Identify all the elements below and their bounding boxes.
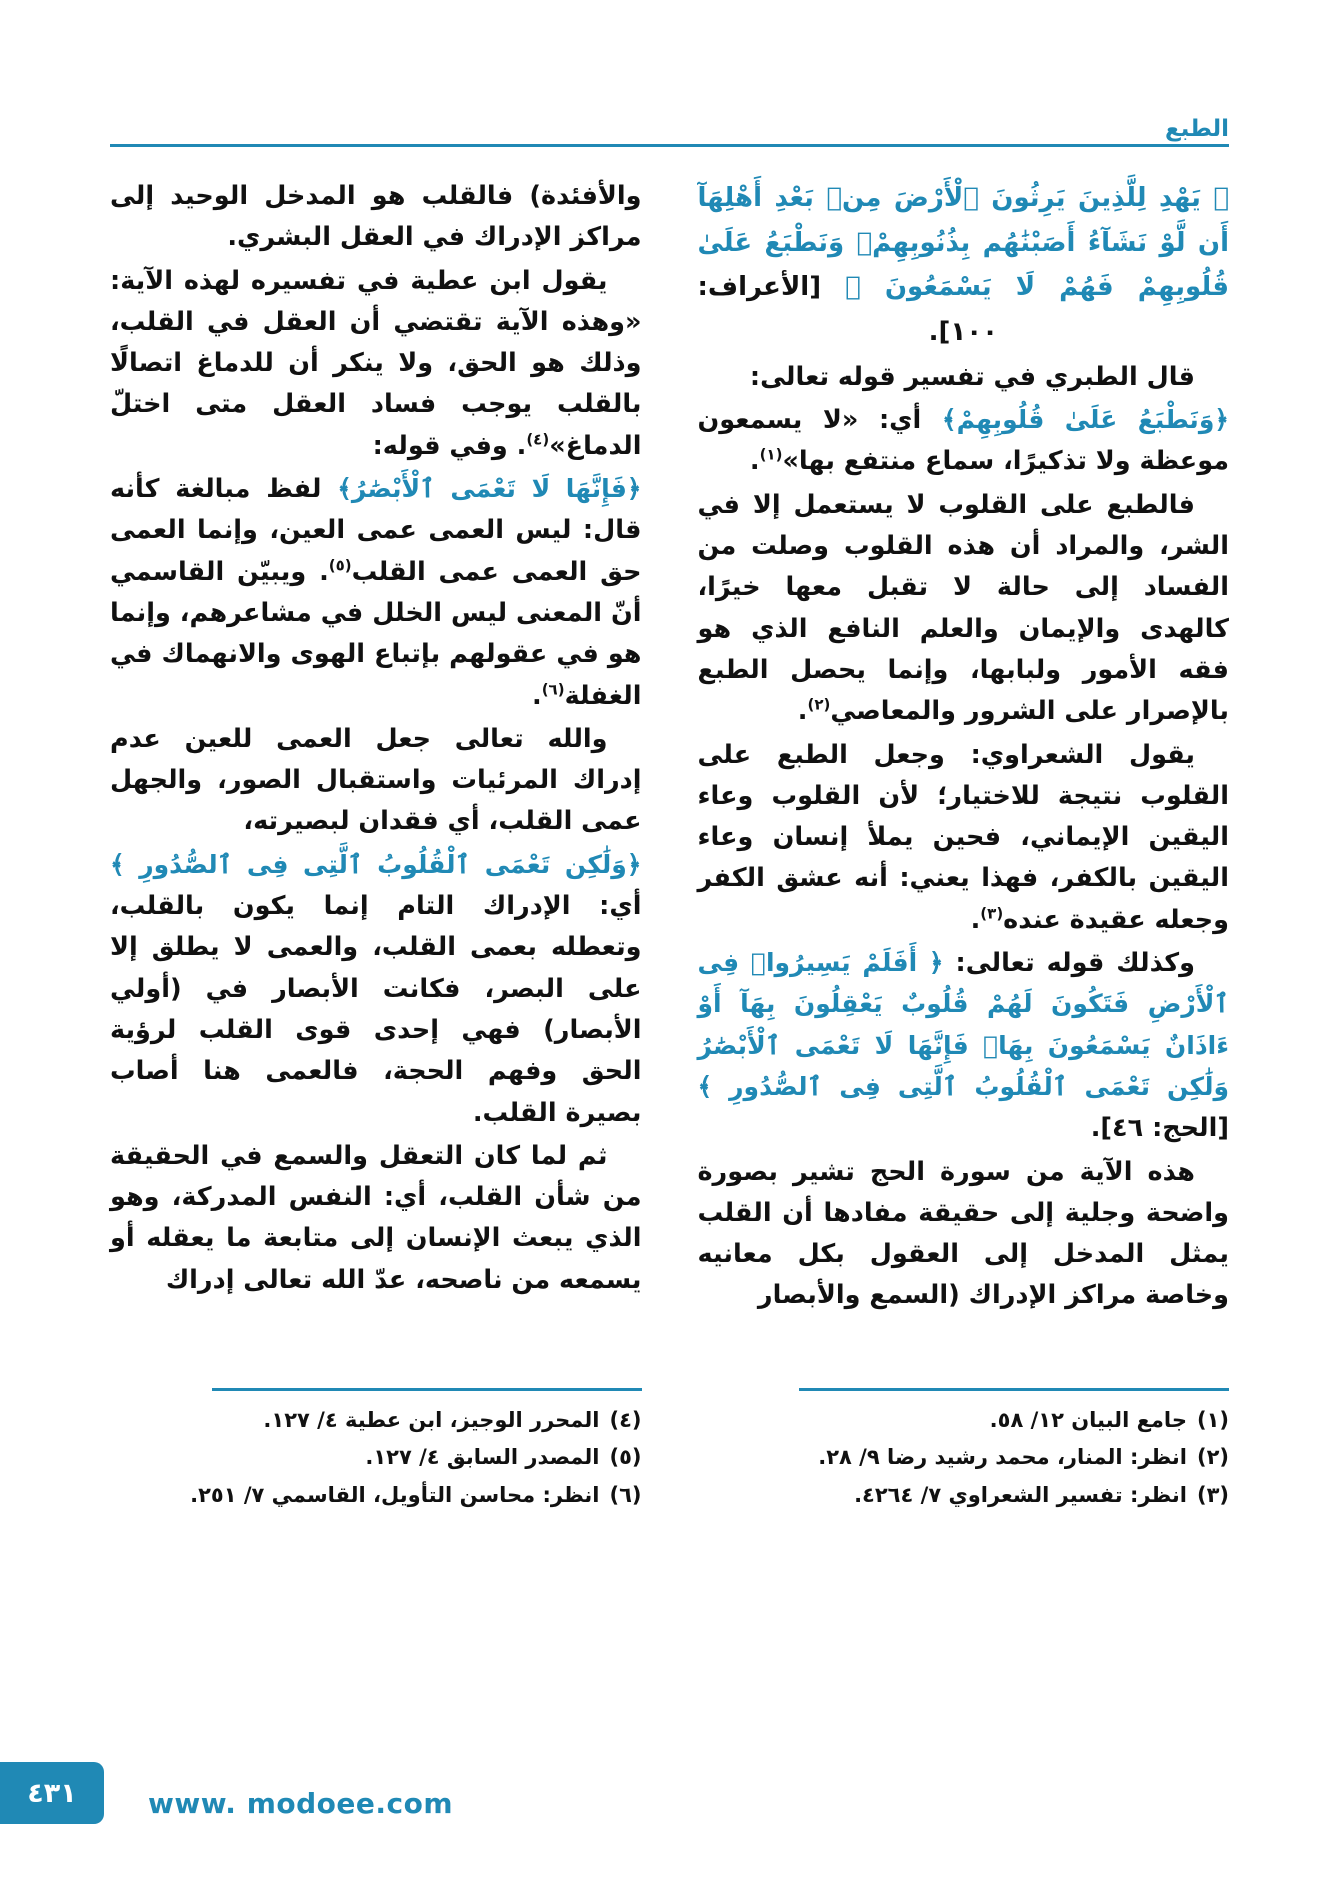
header-divider <box>110 144 1229 147</box>
body-columns <box>110 176 1229 1356</box>
footnote-number: (٣) <box>1196 1482 1229 1507</box>
footnote-text: انظر: المنار، محمد رشيد رضا ٩/ ٢٨. <box>818 1445 1187 1470</box>
footnote-marker-2: (٢) <box>807 695 831 714</box>
footnote-divider-left <box>212 1388 642 1391</box>
footnote-item <box>110 1439 642 1476</box>
footnote-number: (٤) <box>609 1408 642 1432</box>
footnote-item <box>698 1402 1230 1439</box>
paragraph-sharawi: يقول الشعراوي: وجعل الطبع على القلوب نتيجة للاختيار؛ لأن القلوب وعاء اليقين الإيماني، فحين يملأ إنسان وعاء اليقين بالكفر، فهذا يعني: أنه عشق الكفر وجعله عقيدة عنده$^{(٣)}$. <box>697 739 1229 935</box>
paragraph-taaqqul: ثم لما كان التعقل والسمع في الحقيقة من شأن القلب، أي: النفس المدركة، وهو الذي يبعث الإنسان إلى متابعة ما يعقله أو يسمعه من ناصحه، عدّ الله تعالى إدراك <box>110 1140 642 1295</box>
footnote-item <box>698 1439 1230 1476</box>
footnote-marker-4: (٤) <box>526 430 550 449</box>
footnotes-right <box>698 1388 1230 1538</box>
footnote-text: المحرر الوجيز، ابن عطية ٤/ ١٢٧. <box>263 1408 600 1432</box>
paragraph-idrak: ﴿وَلَٰكِن تَعْمَى ٱلْقُلُوبُ ٱلَّتِى فِى ٱلصُّدُورِ ﴾ أي: الإدراك التام إنما يكون بالقلب، وتعطله بعمى القلب، والعمى لا يطلق إلا على البصر، فكانت الأبصار في (أولي الأبصار) فهي إحدى قوى القلب لرؤية الحق وفهم الحجة، فالعمى هنا أصاب بصيرة القلب. <box>110 849 642 1128</box>
footnote-marker-1: (١) <box>759 445 783 464</box>
footnote-item <box>110 1477 642 1514</box>
footnote-number: (٦) <box>609 1482 642 1507</box>
quran-inline-walakin: ﴿وَلَٰكِن تَعْمَى ٱلْقُلُوبُ ٱلَّتِى فِى ٱلصُّدُورِ ﴾ <box>110 849 642 879</box>
quran-inline-natbau: ﴿وَنَطْبَعُ عَلَىٰ قُلُوبِهِمْ﴾ <box>941 405 1230 435</box>
footnote-item <box>698 1477 1230 1514</box>
verse-reference-araf: [الأعراف: ١٠٠]. <box>697 272 998 348</box>
paragraph-ibn-atiyya: يقول ابن عطية في تفسيره لهذه الآية: «وهذه الآية تقتضي أن العقل في القلب، وذلك هو الحق، ولا ينكر أن للدماغ اتصالًا بالقلب يوجب فساد العقل متى اختلّ الدماغ»$^{(٤)}$. وفي قوله: <box>110 265 642 461</box>
footnote-marker-6: (٦) <box>541 680 565 699</box>
footnote-text: انظر: محاسن التأويل، القاسمي ٧/ ٢٥١. <box>190 1482 600 1507</box>
paragraph-afida: والأفئدة) فالقلب هو المدخل الوحيد إلى مراكز الإدراك في العقل البشري. <box>110 181 642 253</box>
footnote-marker-5: (٥) <box>328 556 352 575</box>
header-chapter-title: الطبع <box>1164 116 1229 142</box>
column-left <box>110 176 642 1356</box>
footnotes-left <box>110 1388 642 1538</box>
website-link[interactable]: www. modoee.com <box>148 1787 454 1820</box>
paragraph-tabari-quote: ﴿وَنَطْبَعُ عَلَىٰ قُلُوبِهِمْ﴾ أي: «لا يسمعون موعظة ولا تذكيرًا، سماع منتفع بها»$^{(١)}$. <box>697 405 1230 477</box>
column-right <box>698 176 1230 1356</box>
footnote-number: (٢) <box>1196 1445 1229 1470</box>
paragraph-tabari-intro: قال الطبري في تفسير قوله تعالى: <box>749 361 1195 392</box>
quran-inline-fainnaha: ﴿فَإِنَّهَا لَا تَعْمَى ٱلْأَبْصَٰرُ﴾ <box>337 474 642 504</box>
paragraph-hajj-explanation: هذه الآية من سورة الحج تشير بصورة واضحة وجلية إلى حقيقة مفادها أن القلب يمثل المدخل إلى العقول بكل معانيه وخاصة مراكز الإدراك (السمع والأبصار <box>697 1156 1229 1311</box>
page-footer <box>0 1770 1339 1890</box>
footnote-text: جامع البيان ١٢/ ٥٨. <box>989 1408 1187 1432</box>
quran-verse-araf: ﴿ يَهْدِ لِلَّذِينَ يَرِثُونَ ٱلْأَرْضَ مِنۢ بَعْدِ أَهْلِهَآ أَن لَّوْ نَشَآءُ أَصَبْنَٰهُم بِذُنُوبِهِمْۚ وَنَطْبَعُ عَلَىٰ قُلُوبِهِمْ فَهُمْ لَا يَسْمَعُونَ ﴾ [الأعراف: ١٠٠]. <box>697 183 1229 348</box>
footnote-number: (٥) <box>609 1445 642 1470</box>
page-number-tab <box>0 1762 104 1824</box>
verse-reference-hajj: [الحج: ٤٦]. <box>1090 1113 1229 1144</box>
paragraph-blindness: والله تعالى جعل العمى للعين عدم إدراك المرئيات واستقبال الصور، والجهل عمى القلب، أي فقدان لبصيرته، <box>110 723 642 837</box>
footnotes-section <box>110 1388 1229 1538</box>
footnote-text: انظر: تفسير الشعراوي ٧/ ٤٢٦٤. <box>854 1482 1187 1507</box>
paragraph-tab-seal: فالطبع على القلوب لا يستعمل إلا في الشر، والمراد أن هذه القلوب وصلت من الفساد إلى حالة لا تقبل معها خيرًا، كالهدى والإيمان والعلم النافع الذي هو فقه الأمور ولبابها، وإنما يحصل الطبع بالإصرار على الشرور والمعاصي$^{(٢)}$. <box>697 489 1229 727</box>
paragraph-hajj-intro: وكذلك قوله تعالى: ﴿ أَفَلَمْ يَسِيرُوا۟ فِى ٱلْأَرْضِ فَتَكُونَ لَهُمْ قُلُوبٌ يَعْقِلُونَ بِهَآ أَوْ ءَاذَانٌ يَسْمَعُونَ بِهَاۖ فَإِنَّهَا لَا تَعْمَى ٱلْأَبْصَٰرُ وَلَٰكِن تَعْمَى ٱلْقُلُوبُ ٱلَّتِى فِى ٱلصُّدُورِ ﴾ [الحج: ٤٦]. <box>697 948 1229 1144</box>
footnote-number: (١) <box>1196 1408 1229 1432</box>
page-header <box>110 118 1229 146</box>
footnote-text: المصدر السابق ٤/ ١٢٧. <box>365 1445 600 1470</box>
page-number: ٤٣١ <box>27 1777 77 1809</box>
quran-verse-hajj: ﴿ أَفَلَمْ يَسِيرُوا۟ فِى ٱلْأَرْضِ فَتَكُونَ لَهُمْ قُلُوبٌ يَعْقِلُونَ بِهَآ أَوْ ءَاذَانٌ يَسْمَعُونَ بِهَاۖ فَإِنَّهَا لَا تَعْمَى ٱلْأَبْصَٰرُ وَلَٰكِن تَعْمَى ٱلْقُلُوبُ ٱلَّتِى فِى ٱلصُّدُورِ ﴾ <box>697 948 1229 1101</box>
footnote-divider-right <box>799 1388 1229 1391</box>
paragraph-qasimi: ﴿فَإِنَّهَا لَا تَعْمَى ٱلْأَبْصَٰرُ﴾ لفظ مبالغة كأنه قال: ليس العمى عمى العين، وإنما العمى حق العمى عمى القلب$^{(٥)}$. ويبيّن القاسمي أنّ المعنى ليس الخلل في مشاعرهم، وإنما هو في عقولهم بإتباع الهوى والانهماك في الغفلة$^{(٦)}$. <box>110 474 642 711</box>
footnote-marker-3: (٣) <box>980 904 1004 923</box>
footnote-item <box>110 1402 642 1439</box>
